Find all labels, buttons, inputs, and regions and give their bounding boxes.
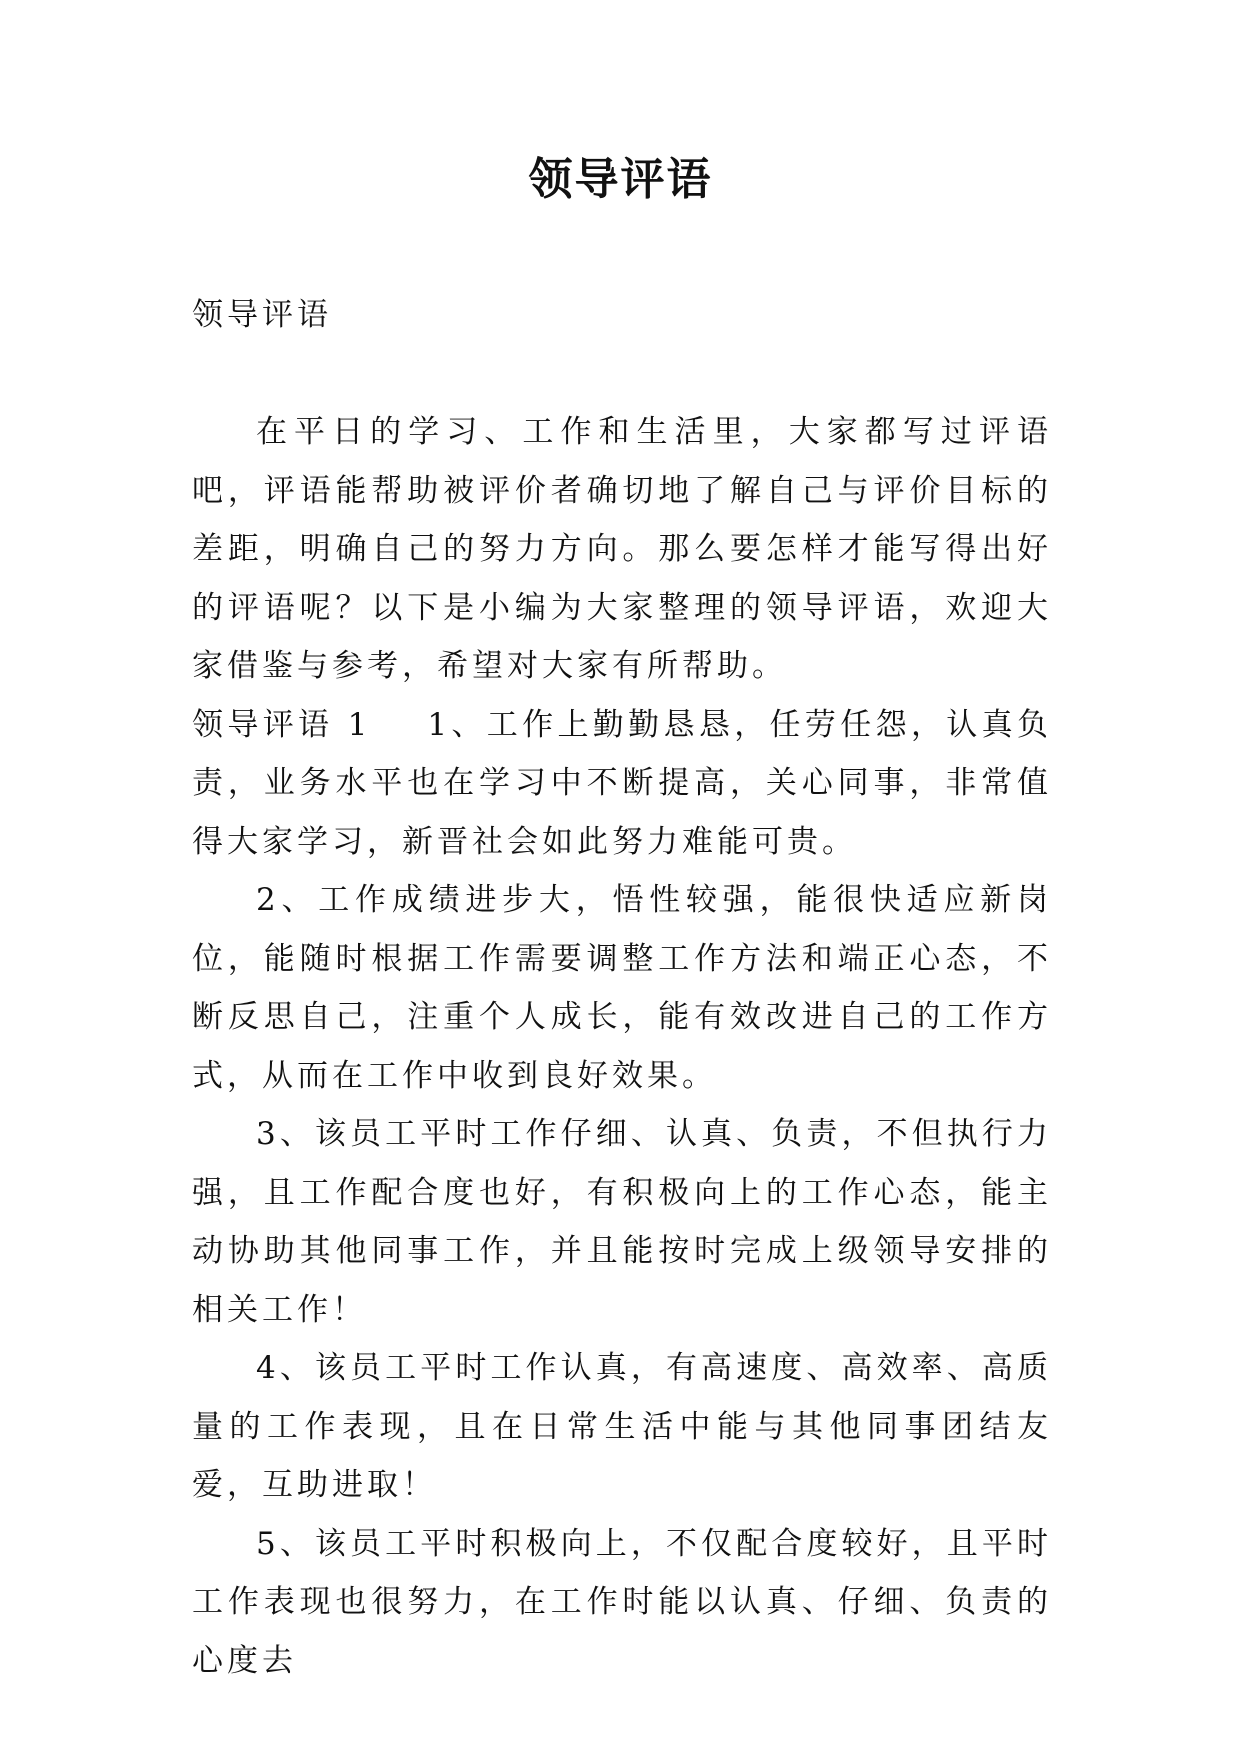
item-paragraph-1	[192, 696, 1052, 872]
item-paragraph-4: 4、该员工平时工作认真，有高速度、高效率、高质量的工作表现，且在日常生活中能与其他同事团结友爱，互助进取！	[192, 1350, 1052, 1503]
document-title: 领导评语	[528, 154, 713, 205]
document-subtitle: 领导评语	[192, 297, 332, 333]
section-label: 领导评语 1	[192, 706, 372, 743]
item-text-1: 1、工作上勤勤恳恳，任劳任怨，认真负责，业务水平也在学习中不断提高，关心同事，非常值得大家学习，新晋社会如此努力难能可贵。	[192, 706, 1052, 860]
document-body	[192, 286, 1052, 1690]
item-paragraph-5: 5、该员工平时积极向上，不仅配合度较好，且平时工作表现也很努力，在工作时能以认真、仔细、负责的心度去	[192, 1525, 1052, 1679]
blank-line	[192, 345, 1052, 404]
intro-paragraph: 在平日的学习、工作和生活里，大家都写过评语吧，评语能帮助被评价者确切地了解自己与评价目标的差距，明确自己的努力方向。那么要怎样才能写得出好的评语呢？以下是小编为大家整理的领导评语，欢迎大家借鉴与参考，希望对大家有所帮助。	[192, 414, 1052, 684]
item-paragraph-2: 2、工作成绩进步大，悟性较强，能很快适应新岗位，能随时根据工作需要调整工作方法和端正心态，不断反思自己，注重个人成长，能有效改进自己的工作方式，从而在工作中收到良好效果。	[192, 882, 1052, 1094]
item-paragraph-3: 3、该员工平时工作仔细、认真、负责，不但执行力强，且工作配合度也好，有积极向上的工作心态，能主动协助其他同事工作，并且能按时完成上级领导安排的相关工作！	[192, 1116, 1052, 1328]
